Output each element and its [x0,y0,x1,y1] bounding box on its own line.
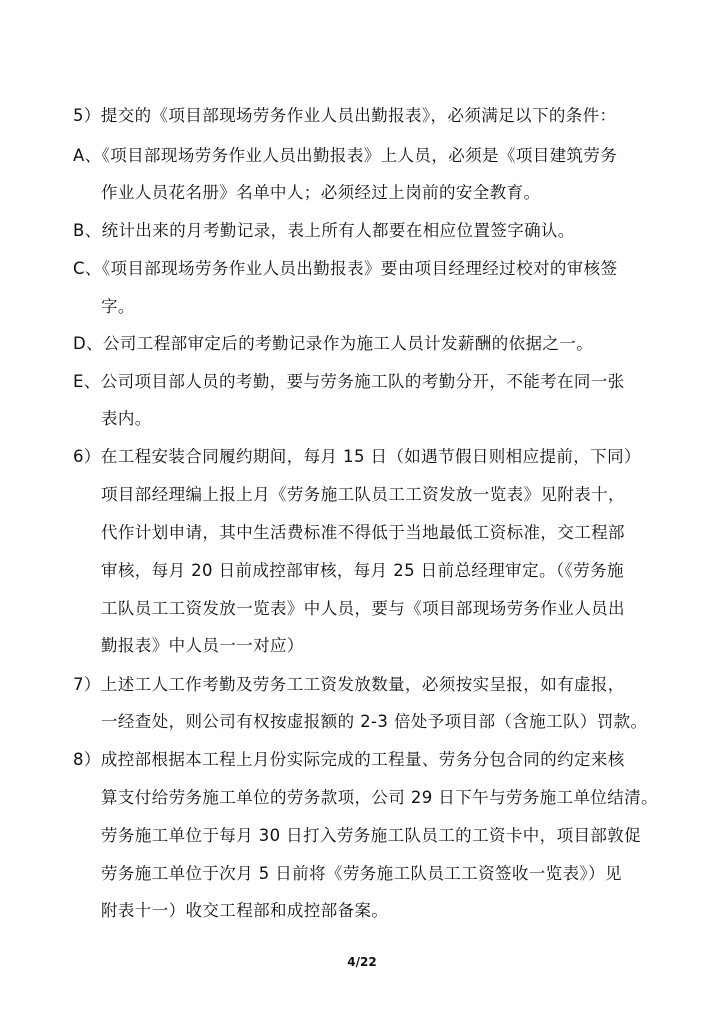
text-line-8-1: 8）成控部根据本工程上月份实际完成的工程量、劳务分包合同的约定来核 [73,750,625,769]
text-line-d: D、公司工程部审定后的考勤记录作为施工人员计发薪酬的依据之一。 [73,334,594,353]
text-line-8-5: 附表十一）收交工程部和成控部备案。 [101,901,389,920]
text-line-6-1: 6）在工程安装合同履约期间，每月 15 日（如遇节假日则相应提前，下同） [73,447,641,466]
text-line-6-6: 勤报表》中人员一一对应） [101,636,304,655]
text-line-a-2: 作业人员花名册》名单中人；必须经过上岗前的安全教育。 [101,183,541,202]
text-line-5-heading: 5）提交的《项目部现场劳务作业人员出勤报表》，必须满足以下的条件： [73,106,617,125]
text-line-7-2: 一经查处，则公司有权按虚报额的 2-3 倍处予项目部（含施工队）罚款。 [101,712,648,731]
text-line-8-2: 算支付给劳务施工单位的劳务款项，公司 29 日下午与劳务施工单位结清。 [101,788,658,807]
text-line-e-1: E、公司项目部人员的考勤，要与劳务施工队的考勤分开，不能考在同一张 [73,372,625,391]
page-number: 4/22 [347,955,377,969]
text-line-c-1: C、《项目部现场劳务作业人员出勤报表》要由项目经理经过校对的审核签 [73,259,618,278]
text-line-b: B、统计出来的月考勤记录，表上所有人都要在相应位置签字确认。 [73,221,575,240]
text-line-6-5: 工队员工工资发放一览表》中人员，要与《项目部现场劳务作业人员出 [101,599,625,618]
text-line-8-4: 劳务施工单位于次月 5 日前将《劳务施工队员工工资签收一览表》）见 [101,864,622,883]
text-line-6-4: 审核，每月 20 日前成控部审核，每月 25 日前总经理审定。（《劳务施 [101,561,624,580]
text-line-6-3: 代作计划申请，其中生活费标准不得低于当地最低工资标准，交工程部 [101,523,625,542]
text-line-8-3: 劳务施工单位于每月 30 日打入劳务施工队员工的工资卡中，项目部敦促 [101,826,642,845]
text-line-7-1: 7）上述工人工作考勤及劳务工工资发放数量，必须按实呈报，如有虚报， [73,675,625,694]
text-line-a-1: A、《项目部现场劳务作业人员出勤报表》上人员，必须是《项目建筑劳务 [73,146,618,165]
text-line-e-2: 表内。 [101,409,152,428]
text-line-6-2: 项目部经理编上报上月《劳务施工队员工工资发放一览表》见附表十， [101,485,625,504]
text-line-c-2: 字。 [101,297,135,316]
